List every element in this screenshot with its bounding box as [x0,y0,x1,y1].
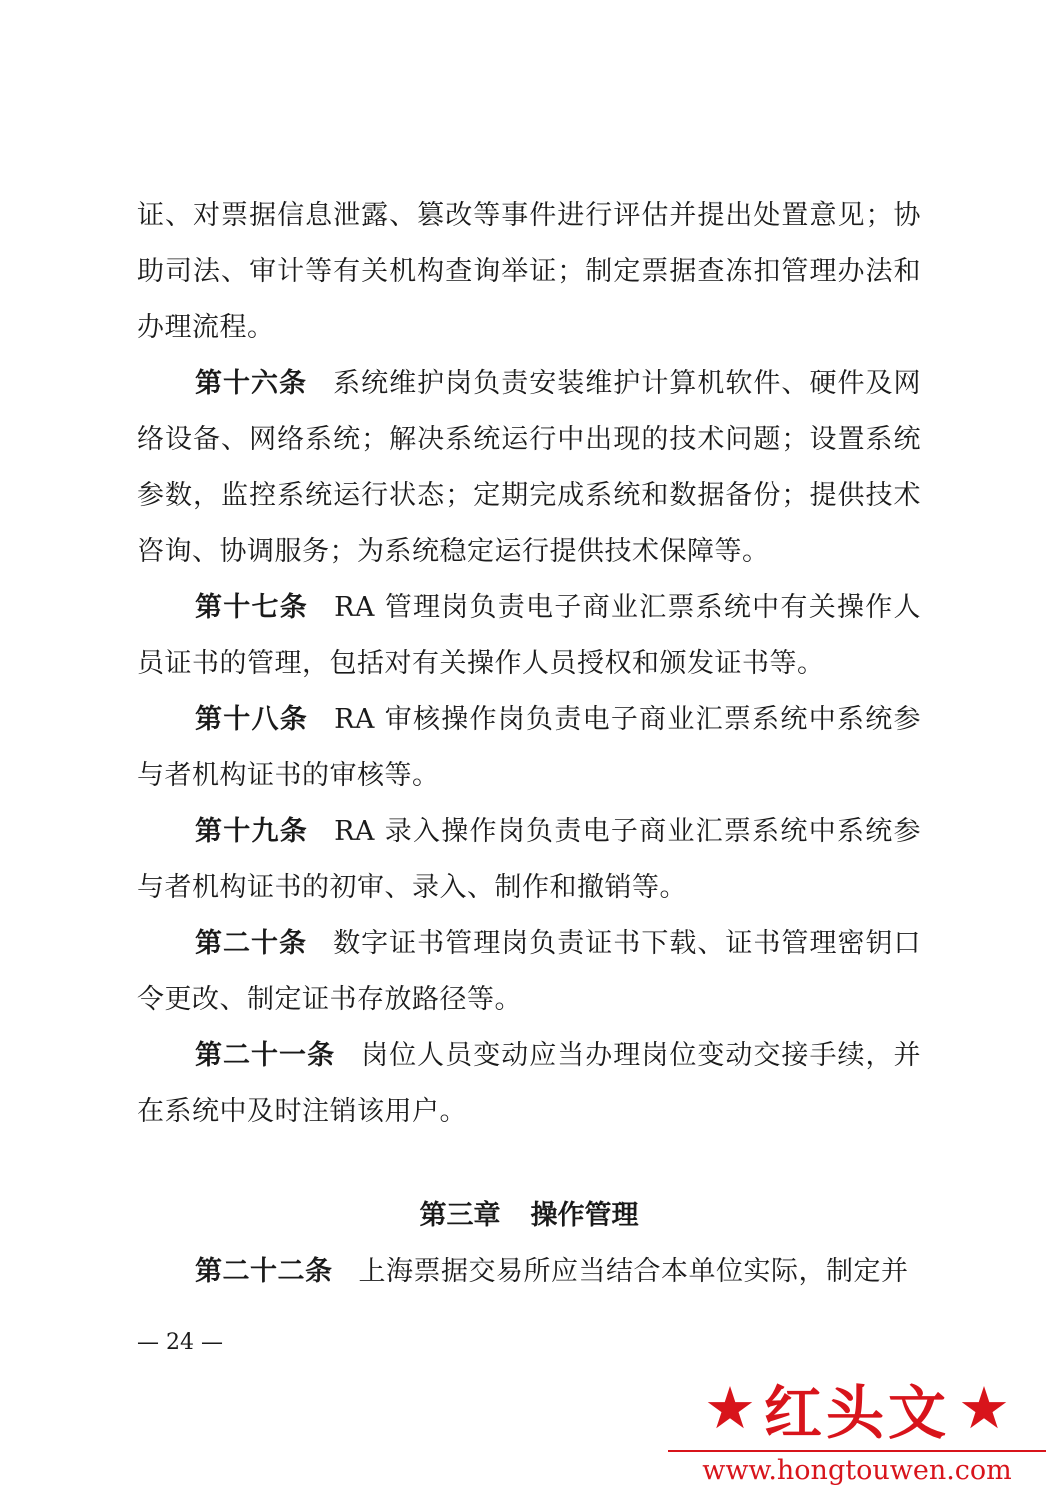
article-label: 第二十二条 [195,1256,333,1287]
article-text: RA 管理岗负责电子商业汇票系统中有关操作人员证书的管理，包括对有关操作人员授权和颁发证书等。 [137,592,921,679]
document-body-continued [137,1244,921,1300]
article-17 [137,580,921,692]
article-19 [137,804,921,916]
article-text: 上海票据交易所应当结合本单位实际，制定并 [358,1256,909,1287]
article-20 [137,916,921,1028]
page-number: — 24 — [137,1330,223,1355]
watermark-title [668,1370,1046,1446]
watermark-url: www.hongtouwen.com [702,1455,1012,1486]
article-text: RA 录入操作岗负责电子商业汇票系统中系统参与者机构证书的初审、录入、制作和撤销等。 [137,816,921,903]
article-text: 数字证书管理岗负责证书下载、证书管理密钥口令更改、制定证书存放路径等。 [137,928,922,1015]
article-18 [137,692,921,804]
star-icon: ★ [958,1374,1010,1442]
article-label: 第二十条 [195,928,308,959]
article-text: 岗位人员变动应当办理岗位变动交接手续，并在系统中及时注销该用户。 [137,1040,922,1127]
watermark-divider [668,1450,1046,1452]
watermark-title-text: 红头文 [763,1379,950,1447]
article-text: RA 审核操作岗负责电子商业汇票系统中系统参与者机构证书的审核等。 [137,704,921,791]
article-16 [137,356,921,580]
document-body [137,188,921,1140]
article-22 [137,1244,921,1300]
article-label: 第十八条 [195,704,309,735]
chapter-number: 第三章 [419,1200,501,1231]
watermark [668,1370,1046,1490]
article-label: 第十七条 [195,592,309,623]
continuation-paragraph: 证、对票据信息泄露、篡改等事件进行评估并提出处置意见；协助司法、审计等有关机构查询举证；制定票据查冻扣管理办法和办理流程。 [137,200,921,343]
article-label: 第二十一条 [195,1040,336,1071]
article-label: 第十九条 [195,816,309,847]
star-icon: ★ [703,1374,756,1442]
chapter-title: 操作管理 [530,1200,639,1231]
article-label: 第十六条 [195,368,308,399]
article-text: 系统维护岗负责安装维护计算机软件、硬件及网络设备、网络系统；解决系统运行中出现的技术问题；设置系统参数，监控系统运行状态；定期完成系统和数据备份；提供技术咨询、协调服务；为系统稳定运行提供技术保障等。 [137,368,922,567]
article-21 [137,1028,921,1140]
chapter-heading [0,1188,1058,1244]
